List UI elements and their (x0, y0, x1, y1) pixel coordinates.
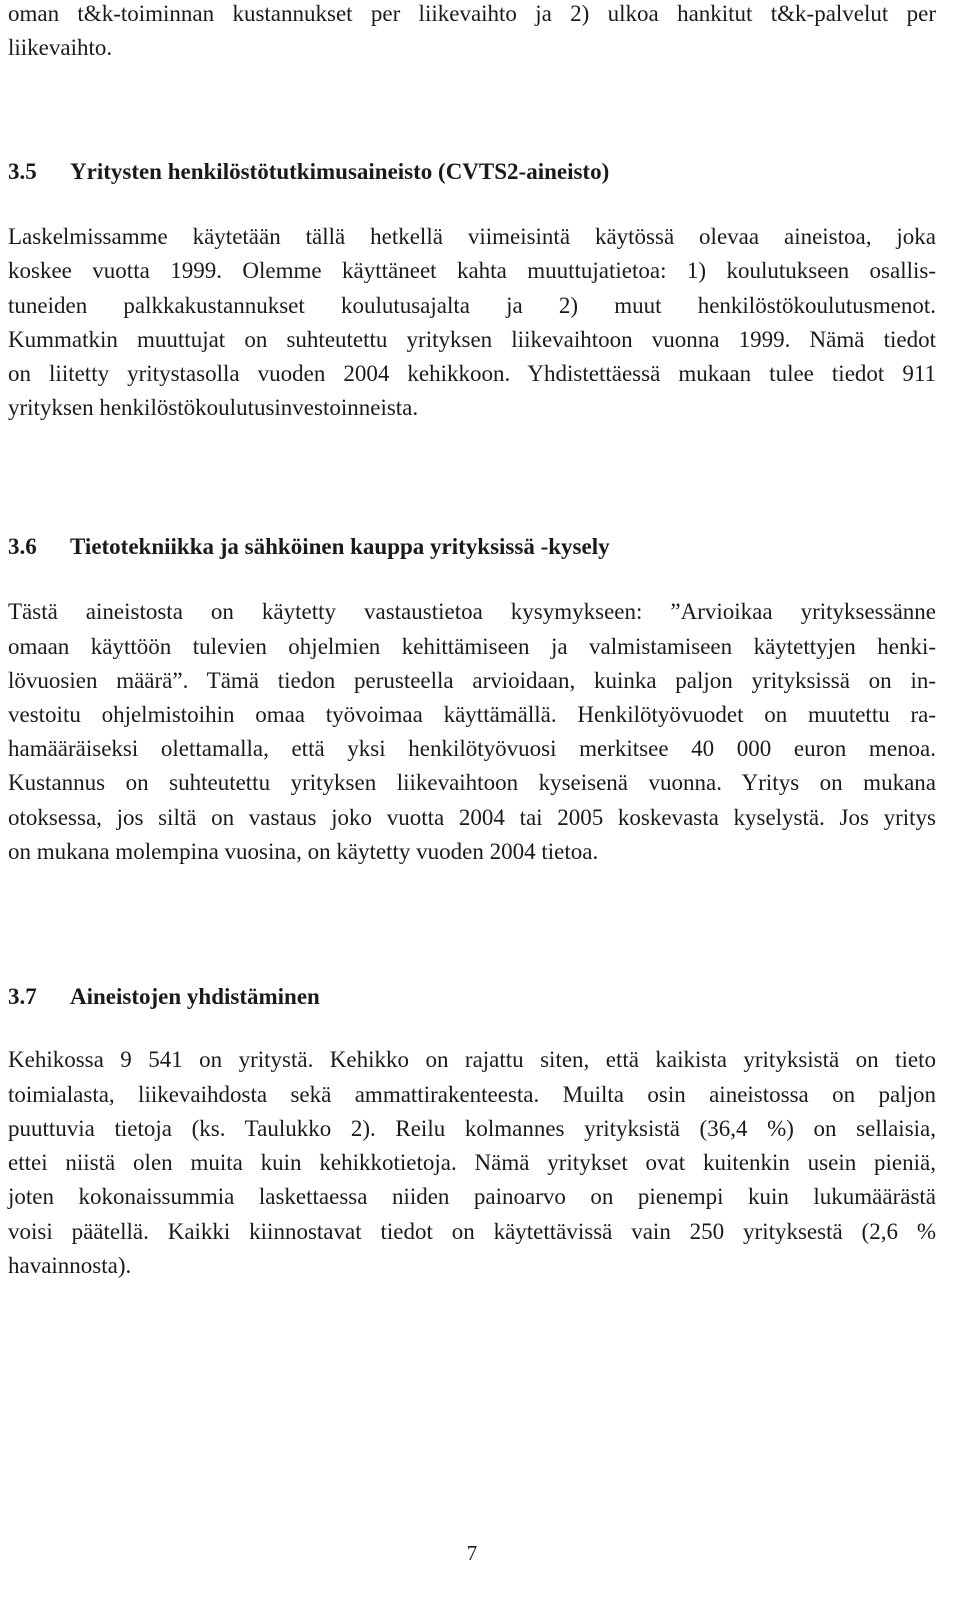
paragraph-line: tuneiden palkkakustannukset koulutusajalta ja 2) muut henkilöstökoulutusmenot. (8, 293, 936, 318)
paragraph-line: liikevaihto. (8, 35, 113, 60)
page-number: 7 (466, 1541, 478, 1565)
section-title: Aineistojen yhdistäminen (70, 984, 320, 1009)
section-title: Yritysten henkilöstötutkimusaineisto (CVTS2-aineisto) (70, 159, 610, 184)
paragraph-line: Kummatkin muuttujat on suhteutettu yrityksen liikevaihtoon vuonna 1999. Nämä tiedot (8, 327, 936, 352)
section-heading-3-5 (8, 157, 936, 187)
paragraph-line: omaan käyttöön tulevien ohjelmien kehittämiseen ja valmistamiseen käytettyjen henki- (8, 634, 936, 659)
paragraph-line: voisi päätellä. Kaikki kiinnostavat tiedot on käytettävissä vain 250 yrityksestä (2,6 % (8, 1219, 936, 1244)
paragraph-line: oman t&k-toiminnan kustannukset per liikevaihto ja 2) ulkoa hankitut t&k-palvelut per (8, 1, 936, 26)
paragraph-line: yrityksen henkilöstökoulutusinvestoinneista. (8, 395, 419, 420)
paragraph-line: toimialasta, liikevaihdosta sekä ammattirakenteesta. Muilta osin aineistossa on paljon (8, 1082, 936, 1107)
paragraph-line: on mukana molempina vuosina, on käytetty vuoden 2004 tietoa. (8, 839, 599, 864)
paragraph-line: lövuosien määrä”. Tämä tiedon perusteella arvioidaan, kuinka paljon yrityksissä on in- (8, 668, 936, 693)
section-number: 3.7 (8, 984, 37, 1009)
section-heading-3-7 (8, 982, 936, 1012)
paragraph-line: hamääräiseksi olettamalla, että yksi henkilötyövuosi merkitsee 40 000 euron menoa. (8, 736, 936, 761)
paragraph-line: Laskelmissamme käytetään tällä hetkellä viimeisintä käytössä olevaa aineistoa, joka (8, 224, 936, 249)
paragraph-line: ettei niistä olen muita kuin kehikkotietoja. Nämä yritykset ovat kuitenkin usein pieniä, (8, 1150, 936, 1175)
paragraph-line: on liitetty yritystasolla vuoden 2004 kehikkoon. Yhdistettäessä mukaan tulee tiedot 911 (8, 361, 936, 386)
paragraph-line: koskee vuotta 1999. Olemme käyttäneet kahta muuttujatietoa: 1) koulutukseen osallis- (8, 258, 936, 283)
paragraph-line: puuttuvia tietoja (ks. Taulukko 2). Reilu kolmannes yrityksistä (36,4 %) on sellaisia, (8, 1116, 936, 1141)
section-heading-3-6 (8, 532, 936, 562)
section-number: 3.6 (8, 534, 37, 559)
paragraph-line: Kustannus on suhteutettu yrityksen liikevaihtoon kyseisenä vuonna. Yritys on mukana (8, 770, 936, 795)
paragraph-line: joten kokonaissummia laskettaessa niiden painoarvo on pienempi kuin lukumäärästä (8, 1184, 936, 1209)
paragraph-line: Tästä aineistosta on käytetty vastaustietoa kysymykseen: ”Arvioikaa yrityksessänne (8, 599, 936, 624)
section-title: Tietotekniikka ja sähköinen kauppa yrityksissä -kysely (70, 534, 610, 559)
paragraph-line: havainnosta). (8, 1253, 132, 1278)
paragraph-line: otoksessa, jos siltä on vastaus joko vuotta 2004 tai 2005 koskevasta kyselystä. Jos yritys (8, 805, 936, 830)
paragraph-line: vestoitu ohjelmistoihin omaa työvoimaa käyttämällä. Henkilötyövuodet on muutettu ra- (8, 702, 936, 727)
section-number: 3.5 (8, 159, 37, 184)
paragraph-line: Kehikossa 9 541 on yritystä. Kehikko on rajattu siten, että kaikista yrityksistä on tieto (8, 1047, 936, 1072)
